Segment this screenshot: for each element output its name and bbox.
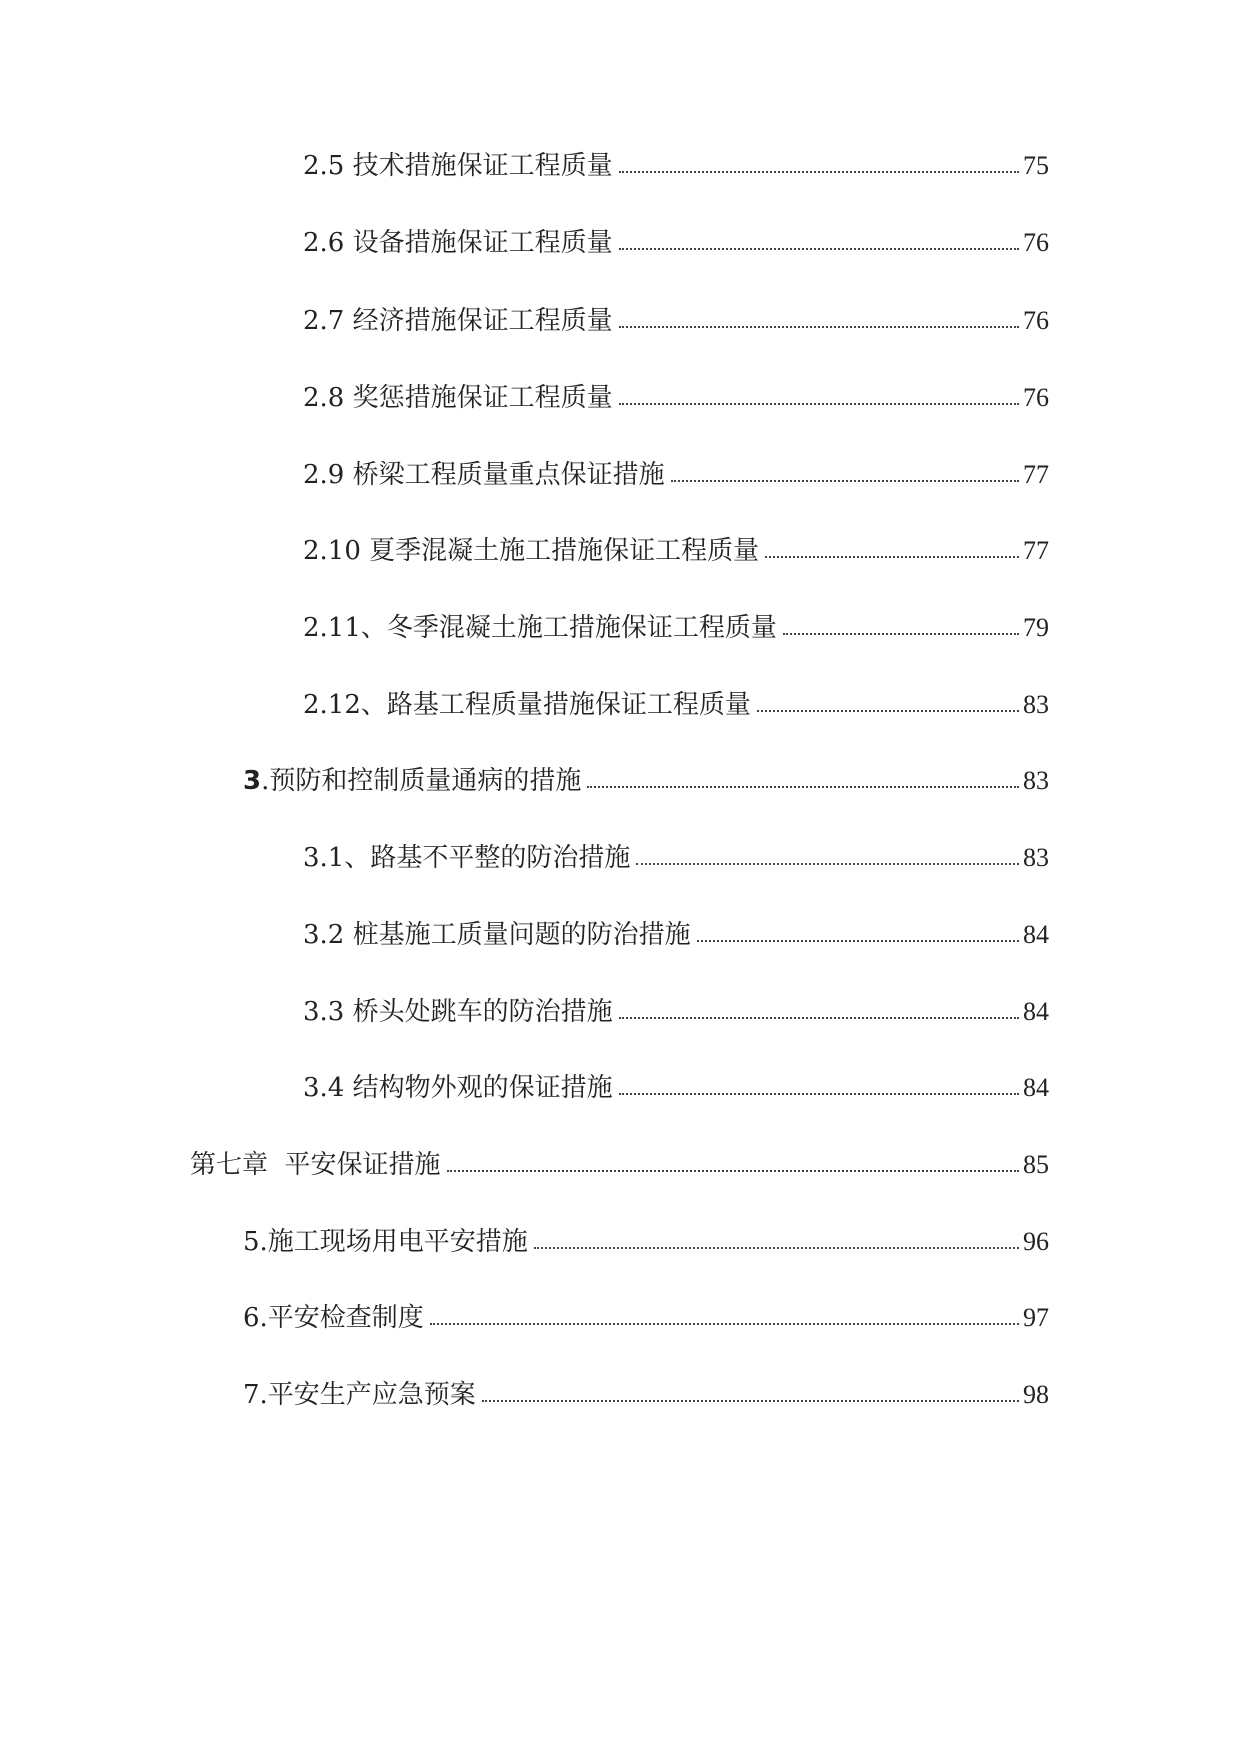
toc-entry-3-4[interactable]	[303, 1064, 1049, 1104]
toc-entry-6[interactable]	[243, 1294, 1049, 1334]
toc-entry-title: 3.2 桩基施工质量问题的防治措施	[303, 920, 691, 950]
toc-entry-3[interactable]	[243, 757, 1049, 797]
toc-entry-page-number: 84	[1023, 1073, 1049, 1102]
dot-leader	[757, 710, 1019, 712]
dot-leader	[765, 556, 1019, 558]
dot-leader	[783, 633, 1019, 635]
toc-entry-title: 2.10 夏季混凝土施工措施保证工程质量	[303, 536, 760, 566]
dot-leader	[619, 171, 1019, 173]
toc-entry-3-1[interactable]	[303, 834, 1049, 874]
toc-entry-chapter-7[interactable]	[190, 1141, 1049, 1181]
toc-entry-page-number: 84	[1023, 920, 1049, 949]
dot-leader	[482, 1400, 1019, 1402]
toc-entry-2-10[interactable]	[303, 527, 1049, 567]
toc-entry-page-number: 75	[1023, 151, 1049, 180]
toc-entry-2-7[interactable]	[303, 297, 1049, 337]
dot-leader	[619, 326, 1019, 328]
dot-leader	[619, 248, 1019, 250]
dot-leader	[636, 863, 1019, 865]
dot-leader	[447, 1170, 1019, 1172]
toc-entry-2-6[interactable]	[303, 219, 1049, 259]
toc-entry-title: 5.施工现场用电平安措施	[243, 1227, 528, 1257]
dot-leader	[697, 940, 1019, 942]
toc-entry-title: 2.5 技术措施保证工程质量	[303, 151, 613, 181]
toc-entry-7[interactable]	[243, 1371, 1049, 1411]
toc-entry-2-11[interactable]	[303, 604, 1049, 644]
toc-entry-page-number: 83	[1023, 690, 1049, 719]
toc-entry-page-number: 76	[1023, 383, 1049, 412]
dot-leader	[430, 1323, 1019, 1325]
toc-entry-title	[243, 765, 587, 797]
dot-leader	[619, 1093, 1019, 1095]
toc-entry-page-number: 96	[1023, 1227, 1049, 1256]
toc-entry-title: 3.3 桥头处跳车的防治措施	[303, 997, 613, 1027]
dot-leader	[619, 403, 1019, 405]
toc-entry-page-number: 77	[1023, 460, 1049, 489]
toc-entry-page-number: 76	[1023, 306, 1049, 335]
dot-leader	[587, 786, 1019, 788]
toc-entry-3-3[interactable]	[303, 988, 1049, 1028]
toc-entry-title: 2.9 桥梁工程质量重点保证措施	[303, 460, 665, 490]
dot-leader	[534, 1247, 1019, 1249]
toc-entry-2-5[interactable]	[303, 142, 1049, 182]
toc-entry-title: 3.1、路基不平整的防治措施	[303, 843, 631, 873]
toc-entry-title: 第七章 平安保证措施	[190, 1150, 441, 1180]
toc-entry-page-number: 85	[1023, 1150, 1049, 1179]
toc-entry-page-number: 98	[1023, 1380, 1049, 1409]
toc-entry-page-number: 76	[1023, 228, 1049, 257]
toc-entry-title: 2.7 经济措施保证工程质量	[303, 306, 613, 336]
toc-entry-2-8[interactable]	[303, 374, 1049, 414]
toc-entry-title: 2.6 设备措施保证工程质量	[303, 228, 613, 258]
toc-entry-2-12[interactable]	[303, 681, 1049, 721]
toc-entry-number: 3	[243, 766, 262, 796]
toc-entry-title: 2.12、路基工程质量措施保证工程质量	[303, 690, 751, 720]
dot-leader	[671, 480, 1019, 482]
toc-entry-title: 7.平安生产应急预案	[243, 1380, 476, 1410]
toc-entry-title: 2.8 奖惩措施保证工程质量	[303, 383, 613, 413]
toc-entry-title: 2.11、冬季混凝土施工措施保证工程质量	[303, 613, 777, 643]
toc-entry-title-text: .预防和控制质量通病的措施	[261, 766, 582, 796]
toc-entry-page-number: 97	[1023, 1303, 1049, 1332]
dot-leader	[619, 1017, 1019, 1019]
toc-entry-page-number: 79	[1023, 613, 1049, 642]
toc-entry-title: 3.4 结构物外观的保证措施	[303, 1073, 613, 1103]
toc-entry-title: 6.平安检查制度	[243, 1303, 424, 1333]
toc-entry-2-9[interactable]	[303, 451, 1049, 491]
toc-entry-page-number: 84	[1023, 997, 1049, 1026]
toc-entry-page-number: 83	[1023, 843, 1049, 872]
toc-entry-5[interactable]	[243, 1218, 1049, 1258]
toc-entry-page-number: 83	[1023, 766, 1049, 795]
toc-entry-3-2[interactable]	[303, 911, 1049, 951]
toc-entry-page-number: 77	[1023, 536, 1049, 565]
